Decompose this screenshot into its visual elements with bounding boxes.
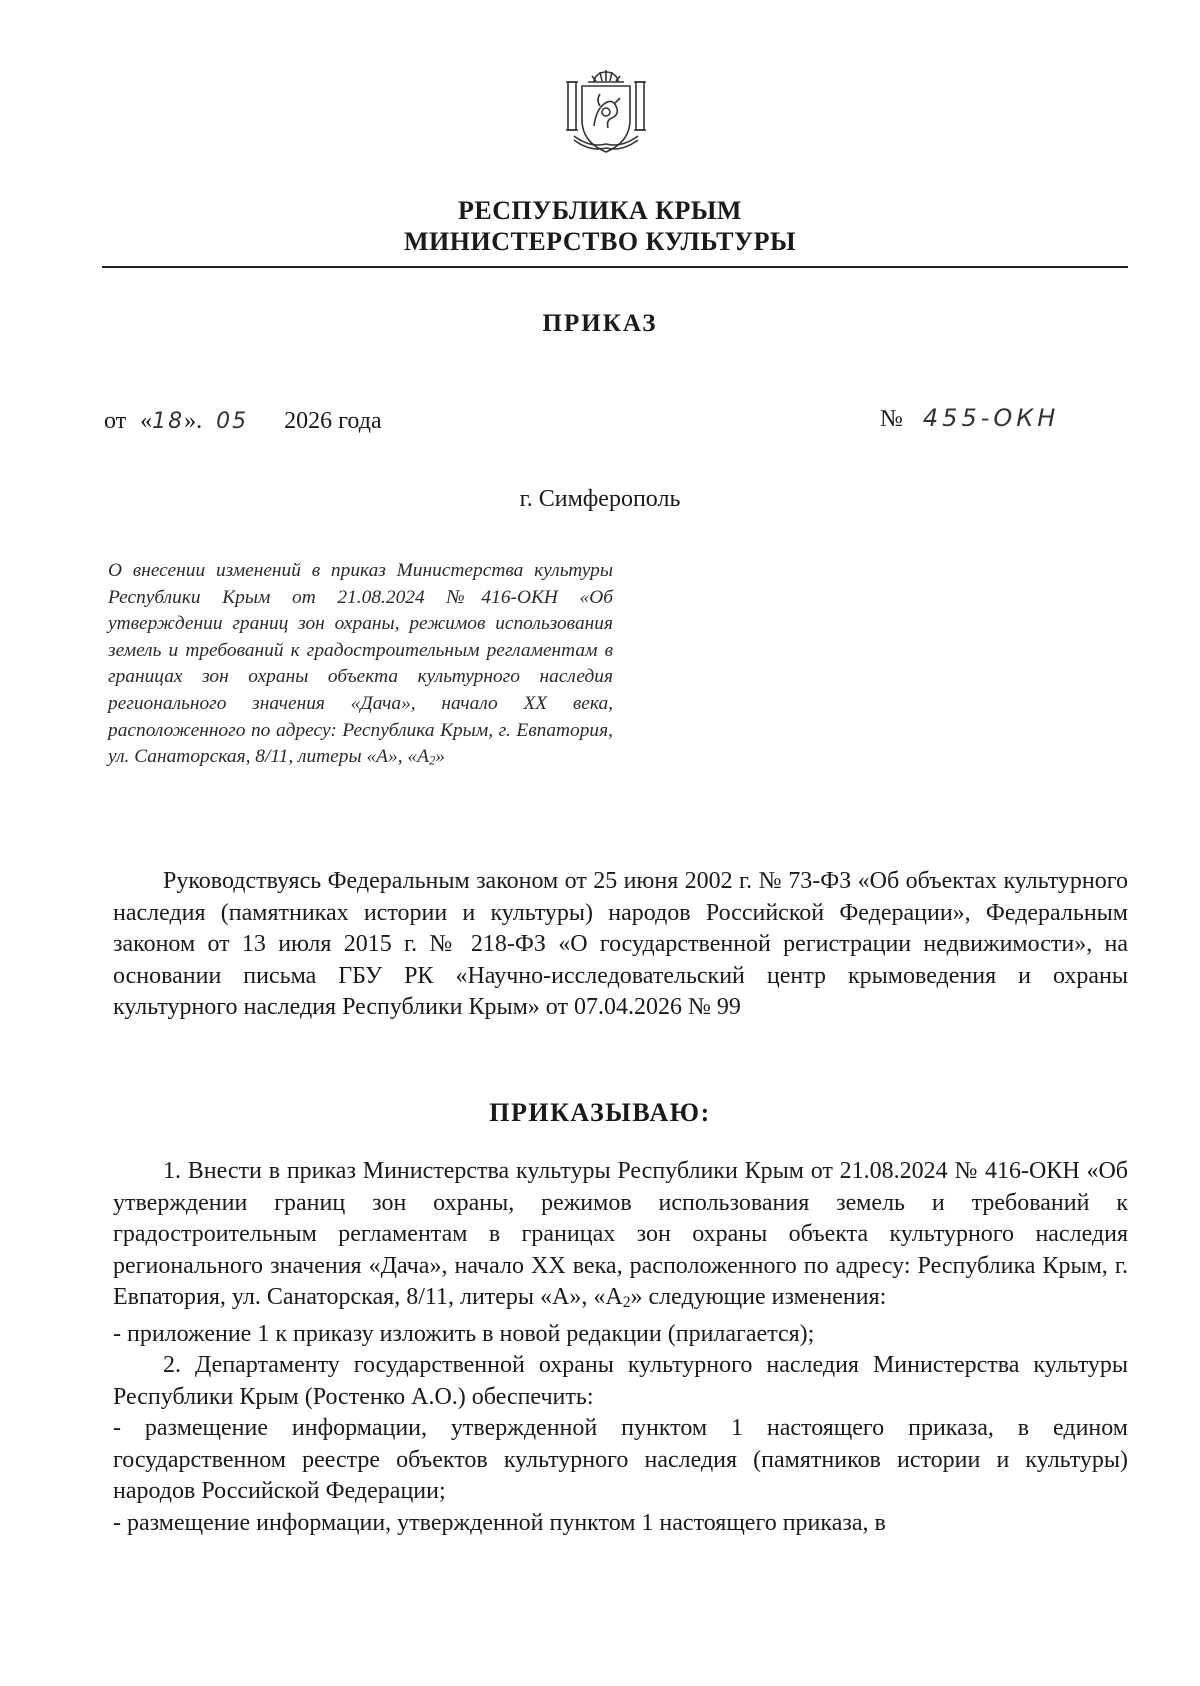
date-year: 2026 года (284, 408, 382, 434)
legal-basis-text: Руководствуясь Федеральным законом от 25 июня 2002 г. № 73-ФЗ «Об объектах культурного наследия (памятниках истории и культуры) народов Российской Федерации», Федеральным законом от 13 июля 2015 г. № 218-ФЗ «О государственной регистрации недвижимости», на основании письма ГБУ РК «Научно-исследовательский центр крымоведения и охраны культурного наследия Республики Крым» от 07.04.2026 № 99 (113, 868, 1128, 1020)
date-month-handwritten: 05 (216, 409, 249, 434)
order-items (113, 1156, 1128, 1539)
order-date (104, 408, 382, 435)
date-close-quote: ». (184, 408, 203, 434)
crimea-coat-of-arms-icon (556, 60, 656, 160)
date-day-handwritten: 18 (152, 409, 185, 434)
preamble-end: » (435, 746, 445, 768)
order-item-2-dash-1: - размещение информации, утвержденной пунктом 1 настоящего приказа, в едином государственном реестре объектов культурного наследия (памятников истории и культуры) народов Российской Федерации; (113, 1415, 1128, 1505)
header-ministry: МИНИСТЕРСТВО КУЛЬТУРЫ (404, 227, 796, 256)
preamble-subscript: 2 (428, 753, 436, 768)
number-value-handwritten: 455-ОКН (922, 404, 1060, 432)
order-item-2-dash-2: - размещение информации, утвержденной пунктом 1 настоящего приказа, в (113, 1509, 886, 1536)
order-item-2 (113, 1350, 1128, 1413)
order-item-2-text: 2. Департаменту государственной охраны культурного наследия Министерства культуры Республики Крым (Ростенко А.О.) обеспечить: (113, 1352, 1128, 1410)
order-number (880, 404, 1059, 433)
order-item-1 (113, 1156, 1128, 1319)
legal-basis-paragraph (113, 866, 1128, 1024)
preamble-text: О внесении изменений в приказ Министерства культуры Республики Крым от 21.08.2024 №416-ОКН «Об утверждении границ зон охраны, режимов использования земель и требований к градостроительным регламентам в границах зон охраны объекта культурного наследия регионального значения «Дача», начало XX века, расположенного по адресу: Республика Крым, г. Евпатория, ул. Санаторская, 8/11, литеры «А», «А (108, 560, 613, 768)
number-sign: № (880, 406, 903, 432)
order-item-1-dash: - приложение 1 к приказу изложить в новой редакции (прилагается); (113, 1320, 815, 1347)
order-item-1-text: 1. Внести в приказ Министерства культуры Республики Крым от 21.08.2024 № 416-ОКН «Об утверждении границ зон охраны, режимов использования земель и требований к градостроительным регламентам в границах зон охраны объекта культурного наследия регионального значения «Дача», начало XX века, расположенного по адресу: Республика Крым, г. Евпатория, ул. Санаторская, 8/11, литеры «А», «А (113, 1158, 1128, 1310)
header-republic: РЕСПУБЛИКА КРЫМ (458, 196, 742, 225)
date-prefix: от (104, 408, 127, 434)
issue-place: г. Симферополь (519, 486, 681, 512)
order-item-1-end: » следующие изменения: (630, 1284, 887, 1310)
header-divider (102, 266, 1128, 268)
order-subject-preamble (108, 558, 613, 774)
document-type-title: ПРИКАЗ (542, 310, 658, 337)
date-open-quote: « (140, 408, 153, 434)
command-heading: ПРИКАЗЫВАЮ: (489, 1098, 711, 1127)
order-item-1-subscript: 2 (622, 1294, 631, 1312)
